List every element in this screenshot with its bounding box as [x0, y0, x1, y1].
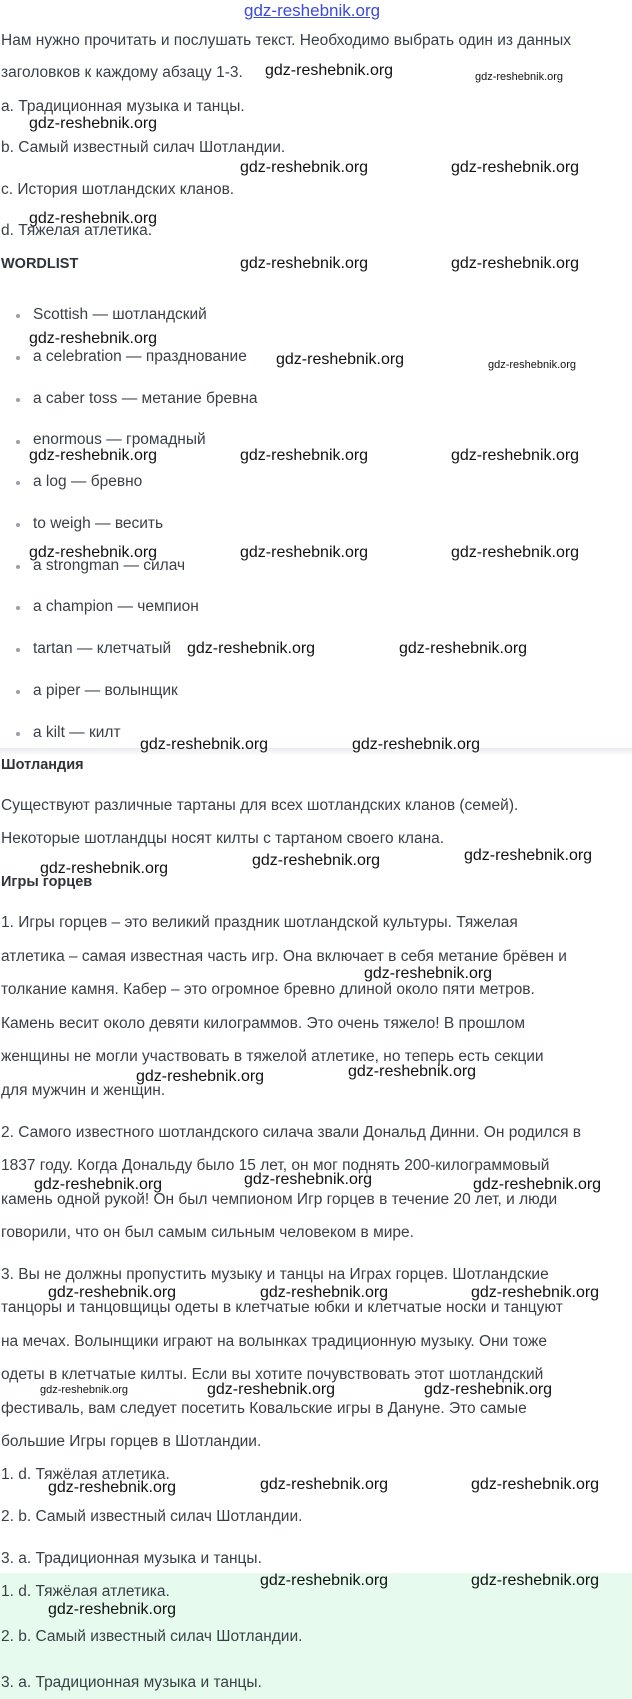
option-c: c. История шотландских кланов.: [1, 181, 235, 198]
watermark: gdz-reshebnik.org: [424, 1381, 553, 1398]
wordlist-item: a champion — чемпион: [33, 598, 199, 615]
bullet-icon: [16, 523, 20, 527]
paragraph-line: для мужчин и женщин.: [1, 1082, 166, 1099]
answer-box-2: 2. b. Самый известный силач Шотландии.: [1, 1628, 303, 1645]
watermark: gdz-reshebnik.org: [207, 1381, 336, 1398]
watermark: gdz-reshebnik.org: [475, 71, 564, 83]
wordlist-item: a piper — волынщик: [33, 682, 178, 699]
bullet-icon: [16, 606, 20, 610]
paragraph-line: 3. Вы не должны пропустить музыку и танцы на Играх горцев. Шотландские: [1, 1266, 549, 1283]
paragraph-line: большие Игры горцев в Шотландии.: [1, 1433, 262, 1450]
watermark: gdz-reshebnik.org: [48, 1284, 177, 1301]
bullet-icon: [16, 481, 20, 485]
paragraph-line: 1. Игры горцев – это великий праздник шотландской культуры. Тяжелая: [1, 914, 518, 931]
watermark: gdz-reshebnik.org: [240, 159, 369, 176]
watermark: gdz-reshebnik.org: [40, 1384, 129, 1396]
task-text-line-2: заголовков к каждому абзацу 1-3.: [1, 64, 243, 81]
wordlist-title: WORDLIST: [1, 256, 79, 272]
paragraph-line: 2. Самого известного шотландского силача звали Дональд Динни. Он родился в: [1, 1124, 582, 1141]
watermark: gdz-reshebnik.org: [48, 1601, 177, 1618]
answer-2: 2. b. Самый известный силач Шотландии.: [1, 1508, 303, 1525]
bullet-icon: [16, 648, 20, 652]
paragraph-line: на мечах. Волынщики играют на волынках традиционную музыку. Они тоже: [1, 1333, 547, 1350]
heading-highland-games: Игры горцев: [1, 874, 93, 890]
bullet-icon: [16, 732, 20, 736]
option-d: d. Тяжелая атлетика.: [1, 222, 153, 239]
section-divider: [0, 748, 632, 756]
watermark: gdz-reshebnik.org: [260, 1572, 389, 1589]
answer-box-3: 3. a. Традиционная музыка и танцы.: [1, 1674, 262, 1691]
paragraph-line: Некоторые шотландцы носят килты с тартаном своего клана.: [1, 830, 445, 847]
watermark: gdz-reshebnik.org: [399, 640, 528, 657]
paragraph-line: 1837 году. Когда Дональду было 15 лет, он мог поднять 200-килограммовый: [1, 1157, 550, 1174]
paragraph-line: одеты в клетчатые килты. Если вы хотите почувствовать этот шотландский: [1, 1366, 544, 1383]
watermark: gdz-reshebnik.org: [464, 847, 593, 864]
watermark: gdz-reshebnik.org: [29, 115, 158, 132]
paragraph-line: фестиваль, вам следует посетить Ковальские игры в Дануне. Это самые: [1, 1400, 527, 1417]
watermark: gdz-reshebnik.org: [260, 1284, 389, 1301]
watermark: gdz-reshebnik.org: [276, 351, 405, 368]
watermark: gdz-reshebnik.org: [451, 544, 580, 561]
watermark: gdz-reshebnik.org: [471, 1476, 600, 1493]
watermark: gdz-reshebnik.org: [29, 330, 158, 347]
bullet-icon: [16, 565, 20, 569]
watermark: gdz-reshebnik.org: [40, 860, 169, 877]
watermark: gdz-reshebnik.org: [471, 1284, 600, 1301]
watermark: gdz-reshebnik.org: [187, 640, 316, 657]
watermark: gdz-reshebnik.org: [364, 965, 493, 982]
option-a: a. Традиционная музыка и танцы.: [1, 98, 245, 115]
heading-scotland: Шотландия: [1, 757, 84, 773]
wordlist-item: a kilt — килт: [33, 724, 121, 741]
watermark: gdz-reshebnik.org: [34, 1176, 163, 1193]
bullet-icon: [16, 398, 20, 402]
wordlist-item: a caber toss — метание бревна: [33, 390, 258, 407]
watermark: gdz-reshebnik.org: [352, 736, 481, 753]
option-b: b. Самый известный силач Шотландии.: [1, 139, 286, 156]
paragraph-line: камень одной рукой! Он был чемпионом Игр горцев в течение 20 лет, и люди: [1, 1191, 558, 1208]
answer-box-1: 1. d. Тяжёлая атлетика.: [1, 1583, 170, 1600]
watermark: gdz-reshebnik.org: [240, 544, 369, 561]
watermark: gdz-reshebnik.org: [348, 1063, 477, 1080]
watermark-link[interactable]: gdz-reshebnik.org: [244, 1, 381, 20]
watermark: gdz-reshebnik.org: [451, 447, 580, 464]
bullet-icon: [16, 356, 20, 360]
watermark: gdz-reshebnik.org: [451, 159, 580, 176]
paragraph-line: толкание камня. Кабер – это огромное бревно длиной около пяти метров.: [1, 981, 535, 998]
watermark: gdz-reshebnik.org: [473, 1176, 602, 1193]
watermark: gdz-reshebnik.org: [136, 1068, 265, 1085]
watermark: gdz-reshebnik.org: [260, 1476, 389, 1493]
watermark: gdz-reshebnik.org: [240, 447, 369, 464]
answer-1: 1. d. Тяжёлая атлетика.: [1, 1466, 170, 1483]
watermark: gdz-reshebnik.org: [252, 852, 381, 869]
watermark: gdz-reshebnik.org: [451, 255, 580, 272]
wordlist-item: Scottish — шотландский: [33, 306, 207, 323]
watermark: gdz-reshebnik.org: [240, 255, 369, 272]
paragraph-line: атлетика – самая известная часть игр. Она включает в себя метание брёвен и: [1, 948, 567, 965]
task-text-line-1: Нам нужно прочитать и послушать текст. Необходимо выбрать один из данных: [1, 32, 571, 49]
paragraph-line: танцоры и танцовщицы одеты в клетчатые юбки и клетчатые носки и танцуют: [1, 1299, 563, 1316]
watermark: gdz-reshebnik.org: [244, 1171, 373, 1188]
watermark: gdz-reshebnik.org: [265, 62, 394, 79]
bullet-icon: [16, 690, 20, 694]
wordlist-item: tartan — клетчатый: [33, 640, 172, 657]
bullet-icon: [16, 314, 20, 318]
watermark: gdz-reshebnik.org: [29, 210, 158, 227]
watermark: gdz-reshebnik.org: [29, 544, 158, 561]
paragraph-line: женщины не могли участвовать в тяжелой атлетике, но теперь есть секции: [1, 1048, 544, 1065]
watermark: gdz-reshebnik.org: [471, 1572, 600, 1589]
wordlist-item: a celebration — празднование: [33, 348, 247, 365]
wordlist-item: enormous — громадный: [33, 431, 206, 448]
watermark: gdz-reshebnik.org: [140, 736, 269, 753]
wordlist-item: a log — бревно: [33, 473, 143, 490]
paragraph-line: говорили, что он был самым сильным человеком в мире.: [1, 1224, 414, 1241]
watermark: gdz-reshebnik.org: [29, 447, 158, 464]
watermark: gdz-reshebnik.org: [48, 1479, 177, 1496]
paragraph-line: Существуют различные тартаны для всех шотландских кланов (семей).: [1, 797, 519, 814]
watermark: gdz-reshebnik.org: [488, 359, 577, 371]
wordlist-item: to weigh — весить: [33, 515, 164, 532]
bullet-icon: [16, 440, 20, 444]
answer-3: 3. a. Традиционная музыка и танцы.: [1, 1550, 262, 1567]
paragraph-line: Камень весит около девяти килограммов. Это очень тяжело! В прошлом: [1, 1015, 526, 1032]
wordlist-item: a strongman — силач: [33, 557, 186, 574]
